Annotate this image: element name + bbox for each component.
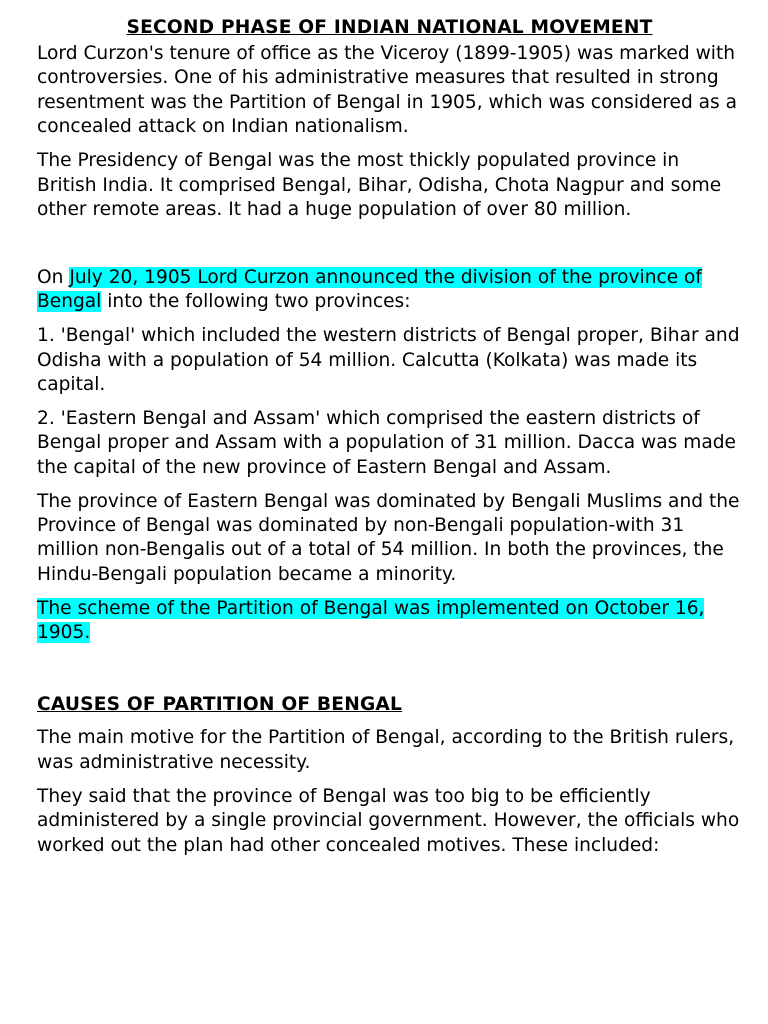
text-on: On	[37, 266, 70, 288]
highlighted-announcement: July 20, 1905 Lord Curzon announced the division of the province of Bengal	[37, 266, 702, 313]
document-page	[37, 14, 742, 867]
paragraph-concealed-motives: They said that the province of Bengal was too big to be efficiently administered by a single provincial government. However, the officials who worked out the plan had other concealed motives. These included:	[37, 785, 740, 856]
spacer	[37, 655, 742, 693]
document-title: SECOND PHASE OF INDIAN NATIONAL MOVEMENT	[126, 17, 653, 38]
spacer	[37, 232, 742, 266]
highlighted-implementation-date: The scheme of the Partition of Bengal was implemented on October 16, 1905.	[37, 597, 705, 644]
paragraph-curzon-tenure: Lord Curzon's tenure of office as the Viceroy (1899-1905) was marked with controversies. One of his administrative measures that resulted in strong resentment was the Partition of Bengal in 1905, which was considered as a concealed attack on Indian nationalism.	[37, 43, 738, 138]
text-into-provinces: into the following two provinces:	[101, 291, 411, 313]
paragraph-province-eastern-bengal-assam: 2. 'Eastern Bengal and Assam' which comprised the eastern districts of Bengal proper and Assam with a population of 31 million. Dacca was made the capital of the new province of Eastern Bengal and Assam.	[37, 407, 736, 478]
paragraph-province-bengal: 1. 'Bengal' which included the western districts of Bengal proper, Bihar and Odisha with a population of 54 million. Calcutta (Kolkata) was made its capital.	[37, 325, 740, 395]
paragraph-division-announcement	[37, 266, 742, 315]
paragraph-presidency-of-bengal: The Presidency of Bengal was the most thickly populated province in British India. It comprised Bengal, Bihar, Odisha, Chota Nagpur and some other remote areas. It had a huge population of over 80 million.	[37, 150, 722, 220]
paragraph-implementation	[37, 597, 742, 646]
paragraph-main-motive: The main motive for the Partition of Bengal, according to the British rulers, was administrative necessity.	[37, 727, 735, 773]
paragraph-population-composition: The province of Eastern Bengal was dominated by Bengali Muslims and the Province of Bengal was dominated by non-Bengali population-with 31 million non-Bengalis out of a total of 54 million. In both the provinces, the Hindu-Bengali population became a minority.	[37, 490, 740, 585]
section-heading-causes: CAUSES OF PARTITION OF BENGAL	[37, 694, 403, 716]
